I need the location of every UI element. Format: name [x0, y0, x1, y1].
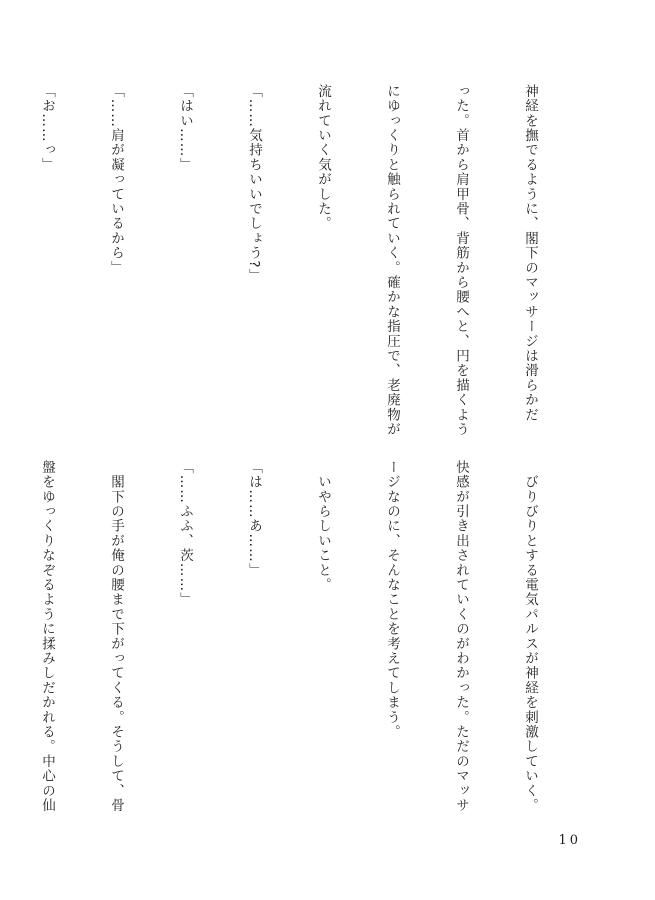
text-column: 「はい……」: [177, 84, 193, 173]
upper-text-block: [0, 84, 587, 444]
text-column: 「は……あ……」: [246, 460, 262, 578]
text-column: 閣下の手が俺の腰まで下がってくる。そうして、骨: [108, 460, 124, 813]
text-column: 盤をゆっくりなぞるように揉みしだかれる。中心の仙: [39, 460, 55, 813]
text-column: ージなのに、そんなことを考えてしまう。: [384, 460, 400, 740]
lower-text-block: [0, 460, 587, 813]
text-column: 「……肩が凝っているから」: [108, 84, 124, 276]
text-column: 「……ふふ、茨……」: [177, 460, 193, 607]
page-number: 10: [558, 833, 581, 848]
text-column: 流れていく気がした。: [315, 84, 331, 231]
text-column: 神経を撫でるように、閣下のマッサージは滑らかだ: [522, 84, 538, 423]
text-column: いやらしいこと。: [315, 460, 331, 593]
text-column: 快感が引き出されていくのがわかった。ただのマッサ: [453, 460, 469, 813]
text-column: 「……気持ちいいでしょう?」: [246, 84, 262, 284]
text-column: にゆっくりと触られていく。確かな指圧で、老廃物が: [384, 84, 400, 437]
text-column: びりびりとする電気パルスが神経を刺激していく。: [522, 460, 538, 813]
text-column: 「お……っ」: [39, 84, 55, 173]
text-column: った。首から肩甲骨、背筋から腰へと、円を描くよう: [453, 84, 469, 437]
